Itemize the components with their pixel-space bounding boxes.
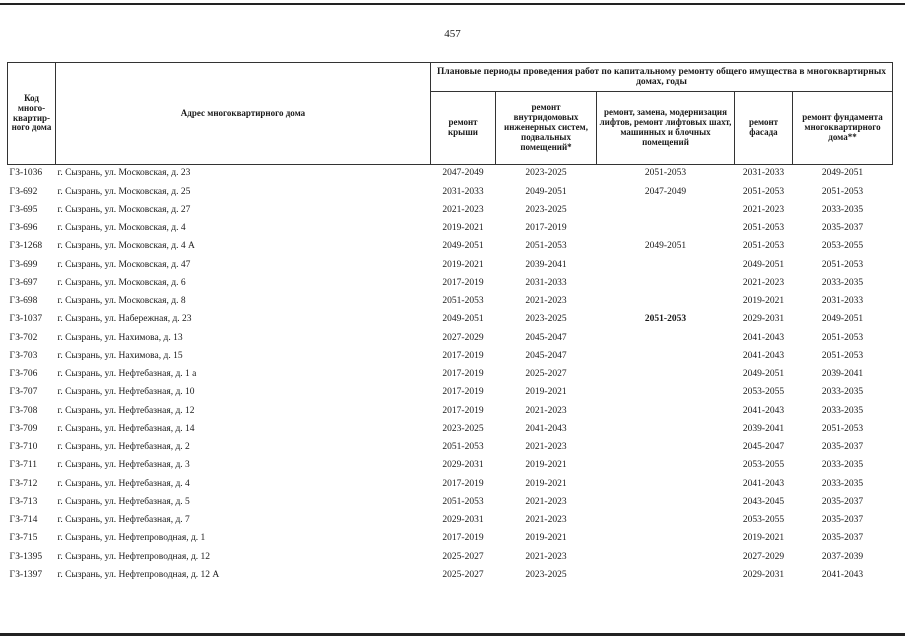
- cell-facade: 2039-2041: [742, 423, 785, 434]
- cell-systems: 2019-2021: [525, 460, 567, 471]
- cell-address: г. Сызрань, ул. Московская, д. 25: [57, 186, 191, 197]
- table-row: [8, 567, 893, 585]
- cell-facade: 2041-2043: [742, 332, 785, 343]
- cell-systems: 2023-2025: [525, 314, 567, 325]
- cell-roof: 2017-2019: [442, 533, 484, 544]
- table-body: [8, 165, 893, 585]
- cell-foundation: 2051-2053: [821, 350, 864, 361]
- table-row: [8, 311, 893, 329]
- cell-address: г. Сызрань, ул. Нефтепроводная, д. 1: [57, 533, 206, 544]
- cell-address: г. Сызрань, ул. Нефтебазная, д. 4: [57, 478, 190, 489]
- cell-code: ГЗ-1397: [9, 569, 43, 580]
- cell-code: ГЗ-712: [9, 478, 38, 489]
- table-row: [8, 548, 893, 566]
- cell-facade: 2041-2043: [742, 405, 785, 416]
- cell-systems: 2023-2025: [525, 569, 567, 580]
- table-row: [8, 183, 893, 201]
- table-row: [8, 366, 893, 384]
- cell-address: г. Сызрань, ул. Московская, д. 47: [57, 259, 191, 270]
- cell-facade: 2053-2055: [742, 387, 785, 398]
- cell-foundation: 2033-2035: [821, 460, 864, 471]
- cell-foundation: 2033-2035: [821, 405, 864, 416]
- cell-facade: 2045-2047: [742, 442, 785, 453]
- cell-address: г. Сызрань, ул. Нефтебазная, д. 7: [57, 515, 190, 526]
- table-row: [8, 238, 893, 256]
- cell-roof: 2021-2023: [442, 204, 484, 215]
- cell-lifts: [597, 329, 735, 347]
- cell-facade: 2019-2021: [742, 533, 785, 544]
- cell-roof: 2019-2021: [442, 223, 484, 234]
- cell-lifts: [597, 275, 735, 293]
- cell-systems: 2051-2053: [525, 241, 567, 252]
- cell-lifts: [597, 421, 735, 439]
- cell-address: г. Сызрань, ул. Московская, д. 8: [57, 296, 186, 307]
- cell-lifts: [597, 457, 735, 475]
- cell-facade: 2029-2031: [742, 569, 785, 580]
- cell-code: ГЗ-707: [9, 387, 38, 398]
- cell-foundation: 2031-2033: [821, 296, 864, 307]
- cell-facade: 2027-2029: [742, 551, 785, 562]
- cell-address: г. Сызрань, ул. Нефтебазная, д. 5: [57, 496, 190, 507]
- cell-roof: 2025-2027: [442, 569, 484, 580]
- cell-foundation: 2035-2037: [821, 223, 864, 234]
- cell-roof: 2017-2019: [442, 387, 484, 398]
- cell-roof: 2049-2051: [442, 241, 484, 252]
- cell-facade: 2041-2043: [742, 350, 785, 361]
- header-code: Код много-квартир-ного дома: [8, 63, 56, 165]
- cell-roof: 2031-2033: [442, 186, 484, 197]
- header-address: Адрес многоквартирного дома: [56, 63, 431, 165]
- cell-foundation: 2053-2055: [821, 241, 864, 252]
- cell-address: г. Сызрань, ул. Нефтебазная, д. 1 а: [57, 369, 197, 380]
- cell-lifts: [597, 220, 735, 238]
- cell-roof: 2019-2021: [442, 259, 484, 270]
- cell-systems: 2045-2047: [525, 350, 567, 361]
- cell-roof: 2029-2031: [442, 460, 484, 471]
- table-row: [8, 256, 893, 274]
- cell-address: г. Сызрань, ул. Нахимова, д. 15: [57, 350, 183, 361]
- cell-roof: 2051-2053: [442, 496, 484, 507]
- cell-foundation: 2033-2035: [821, 277, 864, 288]
- cell-facade: 2021-2023: [742, 204, 785, 215]
- cell-facade: 2029-2031: [742, 314, 785, 325]
- cell-code: ГЗ-706: [9, 369, 38, 380]
- cell-address: г. Сызрань, ул. Нефтебазная, д. 12: [57, 405, 195, 416]
- cell-code: ГЗ-713: [9, 496, 38, 507]
- table-row: [8, 475, 893, 493]
- cell-systems: 2039-2041: [525, 259, 567, 270]
- cell-lifts: [597, 475, 735, 493]
- cell-facade: 2051-2053: [742, 241, 785, 252]
- cell-lifts: [597, 494, 735, 512]
- cell-code: ГЗ-695: [9, 204, 38, 215]
- cell-lifts: 2049-2051: [644, 241, 687, 252]
- cell-lifts: [597, 439, 735, 457]
- header-systems: ремонт внутридомовых инженерных систем, подвальных помещений*: [496, 92, 597, 165]
- cell-code: ГЗ-692: [9, 186, 38, 197]
- cell-roof: 2025-2027: [442, 551, 484, 562]
- table-row: [8, 275, 893, 293]
- cell-lifts: [597, 530, 735, 548]
- cell-address: г. Сызрань, ул. Московская, д. 4: [57, 223, 186, 234]
- cell-code: ГЗ-1395: [9, 551, 43, 562]
- cell-code: ГЗ-697: [9, 277, 38, 288]
- cell-foundation: 2051-2053: [821, 332, 864, 343]
- table-row: [8, 293, 893, 311]
- cell-roof: 2051-2053: [442, 296, 484, 307]
- cell-roof: 2029-2031: [442, 515, 484, 526]
- cell-systems: 2045-2047: [525, 332, 567, 343]
- table-row: [8, 220, 893, 238]
- cell-address: г. Сызрань, ул. Нефтебазная, д. 3: [57, 460, 190, 471]
- cell-systems: 2041-2043: [525, 423, 567, 434]
- header-facade: ремонт фасада: [735, 92, 793, 165]
- cell-address: г. Сызрань, ул. Набережная, д. 23: [57, 314, 192, 325]
- cell-facade: 2043-2045: [742, 496, 785, 507]
- cell-code: ГЗ-702: [9, 332, 38, 343]
- table-row: [8, 457, 893, 475]
- cell-code: ГЗ-711: [9, 460, 38, 471]
- table-row: [8, 494, 893, 512]
- table-row: [8, 530, 893, 548]
- cell-roof: 2017-2019: [442, 369, 484, 380]
- cell-foundation: 2035-2037: [821, 533, 864, 544]
- cell-systems: 2021-2023: [525, 442, 567, 453]
- page-number: 457: [444, 28, 461, 40]
- table-row: [8, 402, 893, 420]
- cell-systems: 2021-2023: [525, 405, 567, 416]
- cell-lifts: [597, 512, 735, 530]
- cell-facade: 2049-2051: [742, 259, 785, 270]
- cell-systems: 2021-2023: [525, 296, 567, 307]
- cell-lifts: [597, 567, 735, 585]
- header-lifts: ремонт, замена, модернизация лифтов, ремонт лифтовых шахт, машинных и блочных помещений: [597, 92, 735, 165]
- cell-roof: 2051-2053: [442, 442, 484, 453]
- cell-code: ГЗ-1037: [9, 314, 43, 325]
- cell-systems: 2021-2023: [525, 496, 567, 507]
- cell-foundation: 2049-2051: [821, 168, 864, 179]
- bottom-rule: [0, 633, 905, 636]
- table-row: [8, 439, 893, 457]
- cell-foundation: 2041-2043: [821, 569, 864, 580]
- cell-address: г. Сызрань, ул. Нахимова, д. 13: [57, 332, 183, 343]
- cell-code: ГЗ-698: [9, 296, 38, 307]
- cell-facade: 2021-2023: [742, 277, 785, 288]
- cell-lifts: [597, 384, 735, 402]
- cell-systems: 2017-2019: [525, 223, 567, 234]
- header-foundation: ремонт фундамента многоквартирного дома**: [793, 92, 893, 165]
- cell-facade: 2053-2055: [742, 460, 785, 471]
- top-rule: [0, 3, 905, 5]
- cell-foundation: 2033-2035: [821, 204, 864, 215]
- cell-code: ГЗ-699: [9, 259, 38, 270]
- cell-facade: 2019-2021: [742, 296, 785, 307]
- cell-address: г. Сызрань, ул. Нефтебазная, д. 10: [57, 387, 195, 398]
- cell-facade: 2049-2051: [742, 369, 785, 380]
- table-row: [8, 202, 893, 220]
- cell-systems: 2019-2021: [525, 478, 567, 489]
- table-row: [8, 384, 893, 402]
- cell-foundation: 2051-2053: [821, 423, 864, 434]
- cell-systems: 2025-2027: [525, 369, 567, 380]
- cell-address: г. Сызрань, ул. Московская, д. 4 А: [57, 241, 195, 252]
- cell-address: г. Сызрань, ул. Московская, д. 6: [57, 277, 186, 288]
- cell-systems: 2021-2023: [525, 515, 567, 526]
- cell-address: г. Сызрань, ул. Московская, д. 27: [57, 204, 191, 215]
- cell-lifts: 2051-2053: [644, 314, 687, 325]
- cell-foundation: 2049-2051: [821, 314, 864, 325]
- header-periods-title: Плановые периоды проведения работ по капитальному ремонту общего имущества в многоквартирных домах, годы: [431, 63, 893, 92]
- cell-code: ГЗ-696: [9, 223, 38, 234]
- cell-code: ГЗ-709: [9, 423, 38, 434]
- cell-roof: 2017-2019: [442, 405, 484, 416]
- cell-roof: 2047-2049: [442, 168, 484, 179]
- cell-address: г. Сызрань, ул. Нефтебазная, д. 2: [57, 442, 190, 453]
- cell-lifts: [597, 348, 735, 366]
- cell-foundation: 2037-2039: [821, 551, 864, 562]
- cell-foundation: 2051-2053: [821, 259, 864, 270]
- cell-lifts: [597, 256, 735, 274]
- cell-address: г. Сызрань, ул. Нефтепроводная, д. 12 А: [57, 569, 220, 580]
- cell-address: г. Сызрань, ул. Московская, д. 23: [57, 168, 191, 179]
- cell-systems: 2049-2051: [525, 186, 567, 197]
- cell-lifts: [597, 548, 735, 566]
- table-row: [8, 165, 893, 184]
- cell-address: г. Сызрань, ул. Нефтепроводная, д. 12: [57, 551, 211, 562]
- cell-foundation: 2039-2041: [821, 369, 864, 380]
- cell-lifts: [597, 402, 735, 420]
- cell-lifts: [597, 293, 735, 311]
- cell-foundation: 2035-2037: [821, 515, 864, 526]
- cell-systems: 2031-2033: [525, 277, 567, 288]
- cell-facade: 2041-2043: [742, 478, 785, 489]
- cell-systems: 2019-2021: [525, 387, 567, 398]
- cell-foundation: 2033-2035: [821, 478, 864, 489]
- cell-address: г. Сызрань, ул. Нефтебазная, д. 14: [57, 423, 195, 434]
- table-row: [8, 512, 893, 530]
- cell-systems: 2023-2025: [525, 204, 567, 215]
- cell-lifts: 2047-2049: [644, 186, 687, 197]
- cell-facade: 2051-2053: [742, 223, 785, 234]
- cell-roof: 2017-2019: [442, 277, 484, 288]
- table-row: [8, 329, 893, 347]
- cell-roof: 2017-2019: [442, 350, 484, 361]
- cell-systems: 2019-2021: [525, 533, 567, 544]
- cell-foundation: 2035-2037: [821, 496, 864, 507]
- capital-repair-table: [7, 62, 893, 585]
- cell-facade: 2053-2055: [742, 515, 785, 526]
- cell-facade: 2051-2053: [742, 186, 785, 197]
- cell-code: ГЗ-1268: [9, 241, 43, 252]
- cell-code: ГЗ-1036: [9, 168, 43, 179]
- cell-roof: 2049-2051: [442, 314, 484, 325]
- cell-code: ГЗ-710: [9, 442, 38, 453]
- cell-systems: 2021-2023: [525, 551, 567, 562]
- table-row: [8, 421, 893, 439]
- cell-foundation: 2051-2053: [821, 186, 864, 197]
- cell-roof: 2023-2025: [442, 423, 484, 434]
- cell-foundation: 2033-2035: [821, 387, 864, 398]
- cell-code: ГЗ-708: [9, 405, 38, 416]
- cell-facade: 2031-2033: [742, 168, 785, 179]
- cell-lifts: [597, 366, 735, 384]
- cell-code: ГЗ-715: [9, 533, 38, 544]
- table-row: [8, 348, 893, 366]
- cell-code: ГЗ-703: [9, 350, 38, 361]
- cell-foundation: 2035-2037: [821, 442, 864, 453]
- cell-roof: 2017-2019: [442, 478, 484, 489]
- cell-systems: 2023-2025: [525, 168, 567, 179]
- cell-lifts: 2051-2053: [644, 168, 687, 179]
- header-roof: ремонт крыши: [431, 92, 496, 165]
- cell-code: ГЗ-714: [9, 515, 38, 526]
- cell-lifts: [597, 202, 735, 220]
- cell-roof: 2027-2029: [442, 332, 484, 343]
